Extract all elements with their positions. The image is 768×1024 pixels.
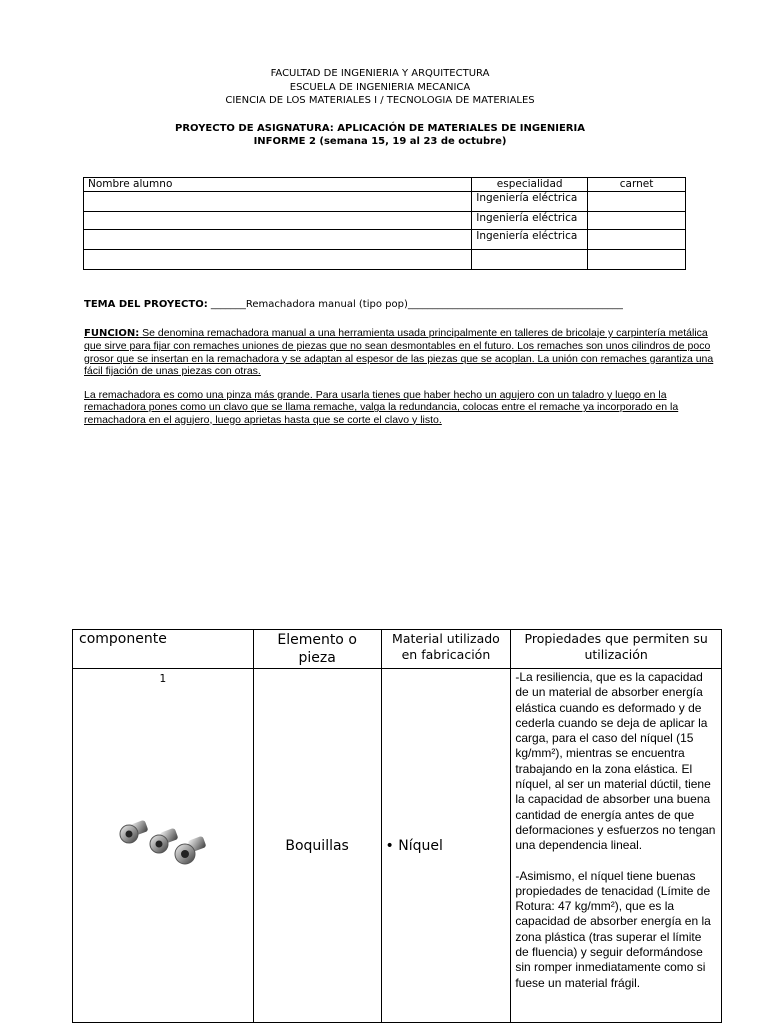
header-name: Nombre alumno	[84, 178, 472, 192]
header-properties: Propiedades que permiten su utilización	[511, 630, 722, 669]
header-element: Elemento o pieza	[253, 630, 381, 669]
project-topic	[84, 299, 623, 310]
nozzle-image	[115, 814, 215, 874]
specialty-cell: Ingeniería eléctrica	[472, 212, 588, 230]
component-cell	[73, 669, 254, 1023]
specialty-cell: Ingeniería eléctrica	[472, 192, 588, 212]
carnet-cell	[588, 230, 686, 250]
table-row	[73, 669, 722, 1023]
student-name-cell	[84, 250, 472, 270]
material-cell	[381, 669, 511, 1023]
element-name: Boquillas	[285, 837, 349, 854]
usage-paragraph: La remachadora es como una pinza más grande. Para usarla tienes que haber hecho un agujero con un taladro y luego en la remachadora pones como un clavo que se llama remache, valga la redundancia, colocas entre el remache ya incorporado en la remachadora en el agujero, luego aprietas hasta que se corte el clavo y listo.	[84, 389, 679, 426]
function-text: Se denomina remachadora manual a una herramienta usada principalmente en talleres de bricolaje y carpintería metálica que sirve para fijar con remaches uniones de piezas que no sean desmontables en el futuro. Los remaches son unos cilindros de poco grosor que se insertan en la remachadora y se adaptan al espesor de las piezas que se acoplan. La unión con remaches garantiza una fácil fijación de unas piezas con otras.	[84, 327, 714, 377]
function-label: FUNCION:	[84, 328, 140, 339]
school-line: ESCUELA DE INGENIERIA MECANICA	[289, 81, 471, 93]
project-title: PROYECTO DE ASIGNATURA: APLICACIÓN DE MATERIALES DE INGENIERIA	[175, 122, 585, 134]
element-cell	[253, 669, 381, 1023]
function-paragraph	[84, 327, 724, 377]
material-name: • Níquel	[385, 837, 443, 854]
components-table	[72, 629, 722, 1023]
course-line: CIENCIA DE LOS MATERIALES I / TECNOLOGIA DE MATERIALES	[225, 95, 535, 106]
header-component: componente	[73, 630, 254, 669]
properties-text-2: -Asimismo, el níquel tiene buenas propiedades de tenacidad (Límite de Rotura: 47 kg/mm²), que es la capacidad de absorber energía en la zona plástica (tras superar el límite de fluencia) y seguir deformándose sin romper inmediatamente como si fuese un material frágil.	[515, 868, 711, 990]
header-carnet: carnet	[588, 178, 686, 192]
table-row	[84, 250, 686, 270]
student-name-cell	[84, 230, 472, 250]
students-table	[83, 177, 686, 270]
table-row	[84, 192, 686, 212]
carnet-cell	[588, 250, 686, 270]
faculty-line: FACULTAD DE INGENIERIA Y ARQUITECTURA	[270, 68, 490, 79]
properties-cell	[511, 669, 722, 1023]
component-index: 1	[159, 673, 167, 685]
header-specialty: especialidad	[472, 178, 588, 192]
table-row	[84, 212, 686, 230]
topic-label: TEMA DEL PROYECTO:	[84, 299, 208, 310]
header-material: Material utilizado en fabricación	[381, 630, 511, 669]
specialty-cell: Ingeniería eléctrica	[472, 230, 588, 250]
student-name-cell	[84, 192, 472, 212]
document-header	[0, 67, 760, 149]
carnet-cell	[588, 192, 686, 212]
specialty-cell	[472, 250, 588, 270]
properties-text-1: -La resiliencia, que es la capacidad de un material de absorber energía elástica cuando es deformado y de cederla cuando se deja de aplicar la carga, para el caso del níquel (15 kg/mm²), mientras se encuentra trabajando en la zona elástica. El níquel, al ser un material dúctil, tiene la capacidad de absorber una buena cantidad de energía antes de que deformaciones y esfuerzos no tengan una dependencia lineal.	[515, 670, 716, 853]
carnet-cell	[588, 212, 686, 230]
report-title: INFORME 2 (semana 15, 19 al 23 de octubre)	[253, 136, 507, 147]
components-header-row	[73, 630, 722, 669]
student-name-cell	[84, 212, 472, 230]
topic-value: _______Remachadora manual (tipo pop)___________________________________________	[210, 299, 623, 310]
students-header-row	[84, 178, 686, 192]
table-row	[84, 230, 686, 250]
